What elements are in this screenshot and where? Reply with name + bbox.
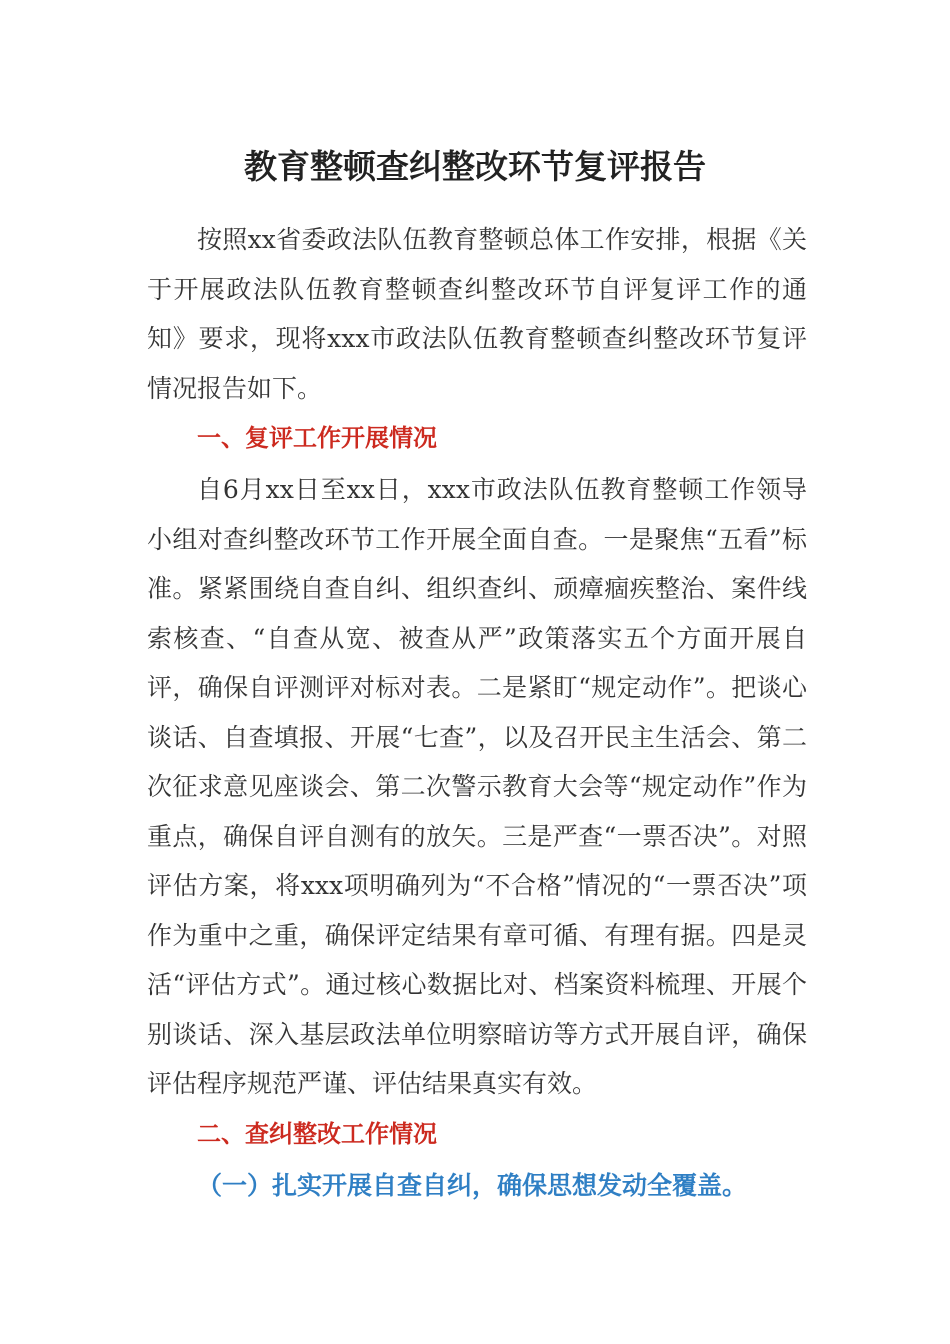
intro-paragraph: 按照xx省委政法队伍教育整顿总体工作安排，根据《关于开展政法队伍教育整顿查纠整改环节自评复评工作的通知》要求，现将xxx市政法队伍教育整顿查纠整改环节复评情况报告如下。 <box>147 225 807 403</box>
section-2-heading: 二、查纠整改工作情况 <box>197 1120 437 1148</box>
document-title: 教育整顿查纠整改环节复评报告 <box>244 147 706 186</box>
section-2-subheading: （一）扎实开展自查自纠，确保思想发动全覆盖。 <box>197 1171 748 1200</box>
section-1-heading: 一、复评工作开展情况 <box>197 424 437 452</box>
section-1-body: 自6月xx日至xx日，xxx市政法队伍教育整顿工作领导小组对查纠整改环节工作开展全面自查。一是聚焦“五看”标准。紧紧围绕自查自纠、组织查纠、顽瘴痼疾整治、案件线索核查、“自查从宽、被查从严”政策落实五个方面开展自评，确保自评测评对标对表。二是紧盯“规定动作”。把谈心谈话、自查填报、开展“七查”，以及召开民主生活会、第二次征求意见座谈会、第二次警示教育大会等“规定动作”作为重点，确保自评自测有的放矢。三是严查“一票否决”。对照评估方案，将xxx项明确列为“不合格”情况的“一票否决”项作为重中之重，确保评定结果有章可循、有理有据。四是灵活“评估方式”。通过核心数据比对、档案资料梳理、开展个别谈话、深入基层政法单位明察暗访等方式开展自评，确保评估程序规范严谨、评估结果真实有效。 <box>147 475 807 1098</box>
